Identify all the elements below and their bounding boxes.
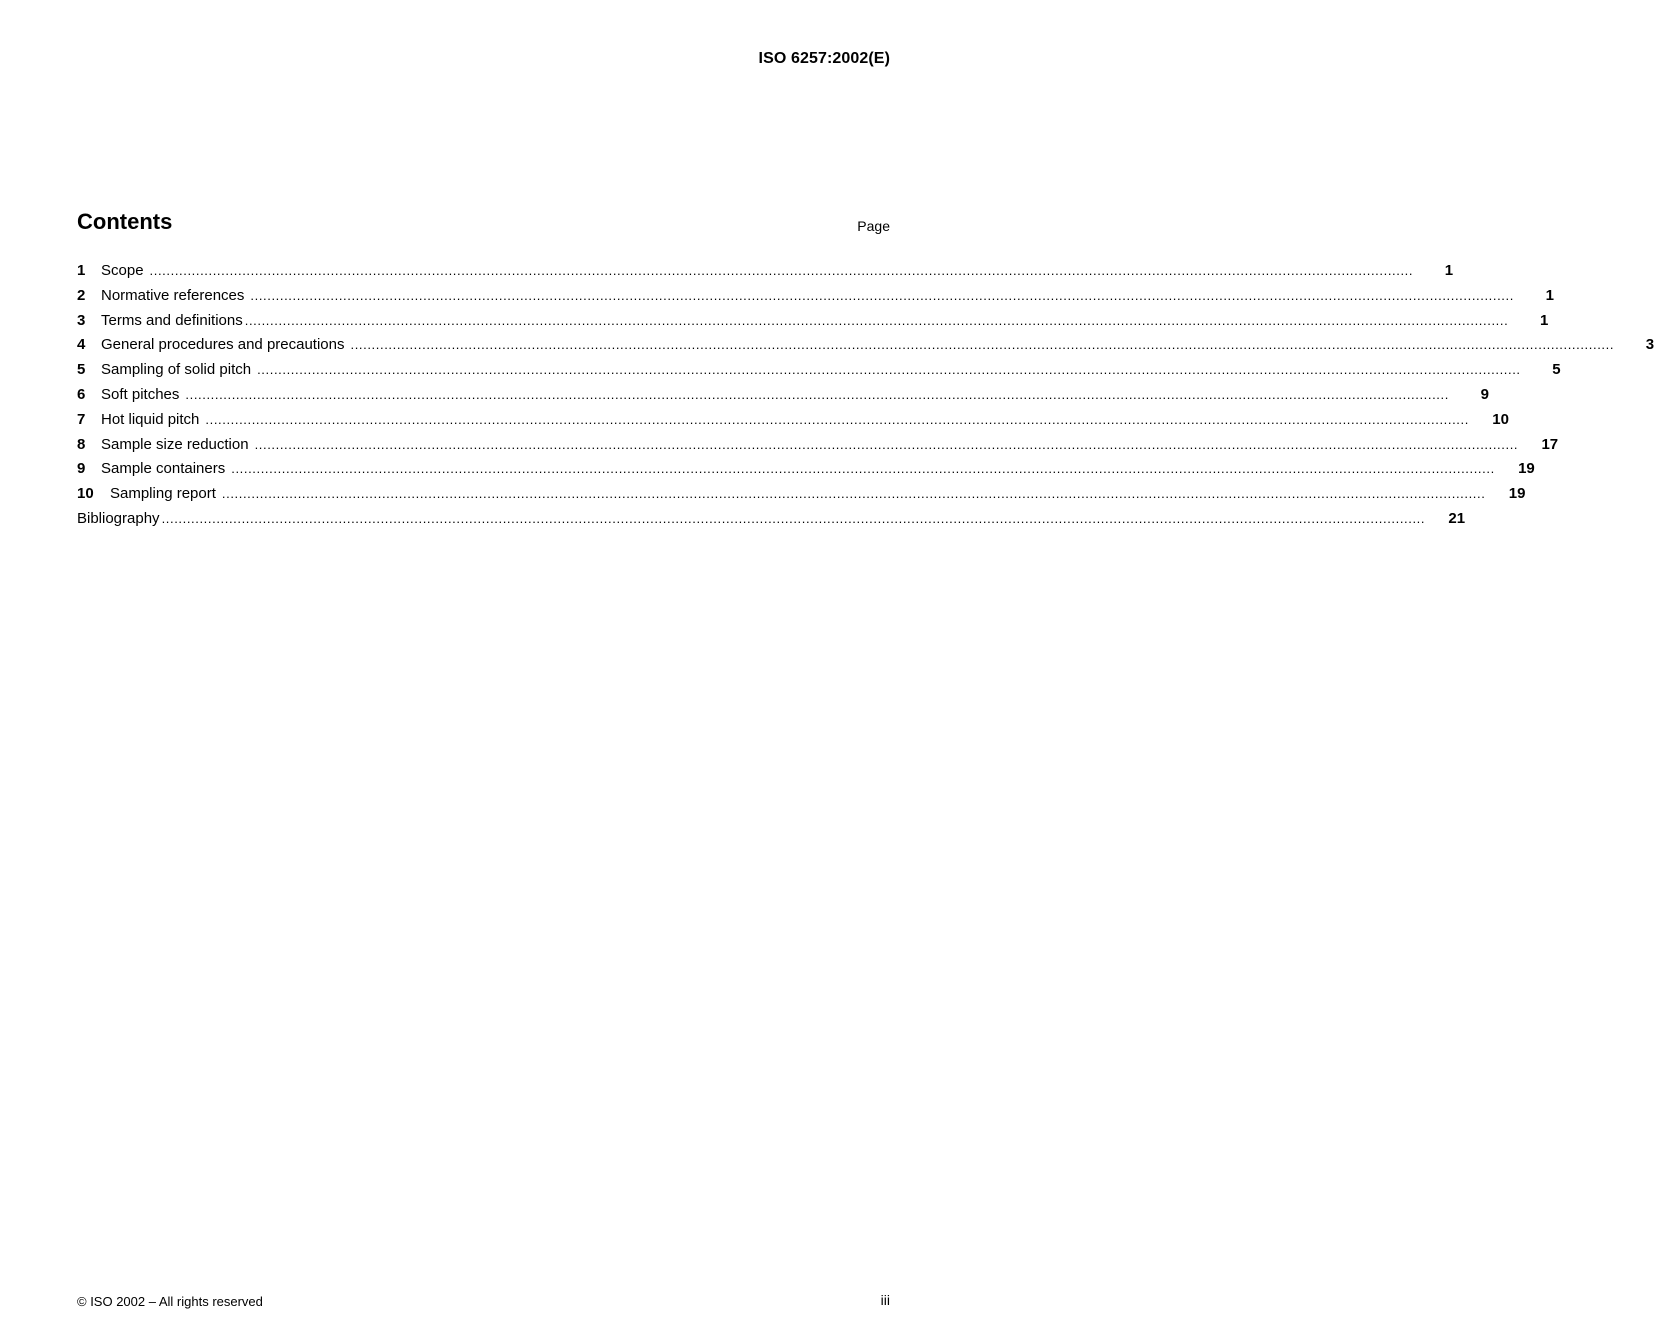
toc-entry-sample-containers[interactable]	[77, 460, 1535, 485]
toc-entry-page: 3	[1645, 336, 1654, 354]
toc-entry-page: 9	[1480, 385, 1489, 403]
toc-entry-general-procedures[interactable]	[77, 336, 1654, 361]
toc-entry-page: 1	[1539, 311, 1549, 329]
toc-entry-label: Terms and definitions	[101, 311, 243, 329]
dot-leader: ............................................................................................................................................................................................................................................................................................................	[350, 337, 1615, 353]
toc-entry-label: Sample containers	[101, 460, 226, 478]
dot-leader: ............................................................................................................................................................................................................................................................................................................	[149, 263, 1414, 278]
dot-leader: ............................................................................................................................................................................................................................................................................................................	[161, 510, 1426, 526]
copyright-notice: © ISO 2002 – All rights reserved	[77, 1294, 263, 1309]
dot-leader: ............................................................................................................................................................................................................................................................................................................	[205, 411, 1469, 427]
toc-entry-page: 21	[1448, 509, 1466, 527]
toc-entry-sampling-report[interactable]	[77, 485, 1526, 510]
toc-entry-sample-size-reduction[interactable]	[77, 435, 1559, 461]
toc-entry-page: 5	[1552, 361, 1561, 379]
page-column-label: Page	[857, 218, 890, 234]
toc-entry-sampling-solid-pitch[interactable]	[77, 361, 1561, 386]
toc-entry-label: Sample size reduction	[101, 435, 249, 453]
dot-leader: ............................................................................................................................................................................................................................................................................................................	[231, 461, 1495, 477]
toc-entry-soft-pitches[interactable]	[77, 385, 1489, 411]
toc-entry-number: 1	[77, 262, 86, 279]
toc-entry-page: 19	[1518, 460, 1535, 478]
toc-entry-label: Bibliography	[77, 509, 160, 527]
toc-entry-label: Hot liquid pitch	[101, 410, 200, 428]
toc-entry-page: 1	[1444, 262, 1454, 279]
toc-entry-number: 5	[77, 361, 86, 379]
toc-entry-number: 7	[77, 410, 86, 428]
toc-entry-label: Soft pitches	[101, 385, 180, 403]
toc-entry-terms-and-definitions[interactable]	[77, 311, 1549, 337]
toc-entry-page: 10	[1492, 410, 1509, 428]
toc-entry-number: 8	[77, 435, 86, 453]
document-id: ISO 6257:2002(E)	[758, 50, 890, 67]
dot-leader: ............................................................................................................................................................................................................................................................................................................	[185, 386, 1449, 402]
toc-entry-number: 9	[77, 460, 86, 478]
toc-entry-number: 3	[77, 311, 86, 329]
toc-entry-label: General procedures and precautions	[101, 336, 345, 354]
dot-leader: ............................................................................................................................................................................................................................................................................................................	[244, 312, 1509, 328]
toc-entry-label: Scope	[101, 262, 144, 279]
toc-entry-page: 1	[1545, 286, 1554, 304]
toc-entry-number: 2	[77, 286, 86, 304]
dot-leader: ............................................................................................................................................................................................................................................................................................................	[250, 287, 1514, 303]
toc-entry-number: 6	[77, 385, 86, 403]
toc-entry-bibliography[interactable]	[77, 509, 1466, 535]
toc-entry-page: 17	[1541, 435, 1559, 453]
toc-entry-label: Normative references	[101, 286, 245, 304]
toc-entry-hot-liquid-pitch[interactable]	[77, 410, 1509, 436]
table-of-contents	[77, 262, 1654, 535]
toc-entry-page: 19	[1508, 485, 1526, 503]
toc-entry-label: Sampling report	[110, 485, 216, 503]
dot-leader: ............................................................................................................................................................................................................................................................................................................	[257, 362, 1521, 378]
toc-entry-number: 10	[77, 485, 94, 503]
contents-title: Contents	[77, 209, 173, 234]
toc-entry-number: 4	[77, 336, 86, 354]
dot-leader: ............................................................................................................................................................................................................................................................................................................	[254, 436, 1519, 452]
toc-entry-label: Sampling of solid pitch	[101, 361, 252, 379]
dot-leader: ............................................................................................................................................................................................................................................................................................................	[221, 486, 1486, 502]
toc-entry-normative-references[interactable]	[77, 286, 1554, 312]
page-number: iii	[880, 1292, 890, 1308]
toc-entry-scope[interactable]	[77, 262, 1454, 287]
